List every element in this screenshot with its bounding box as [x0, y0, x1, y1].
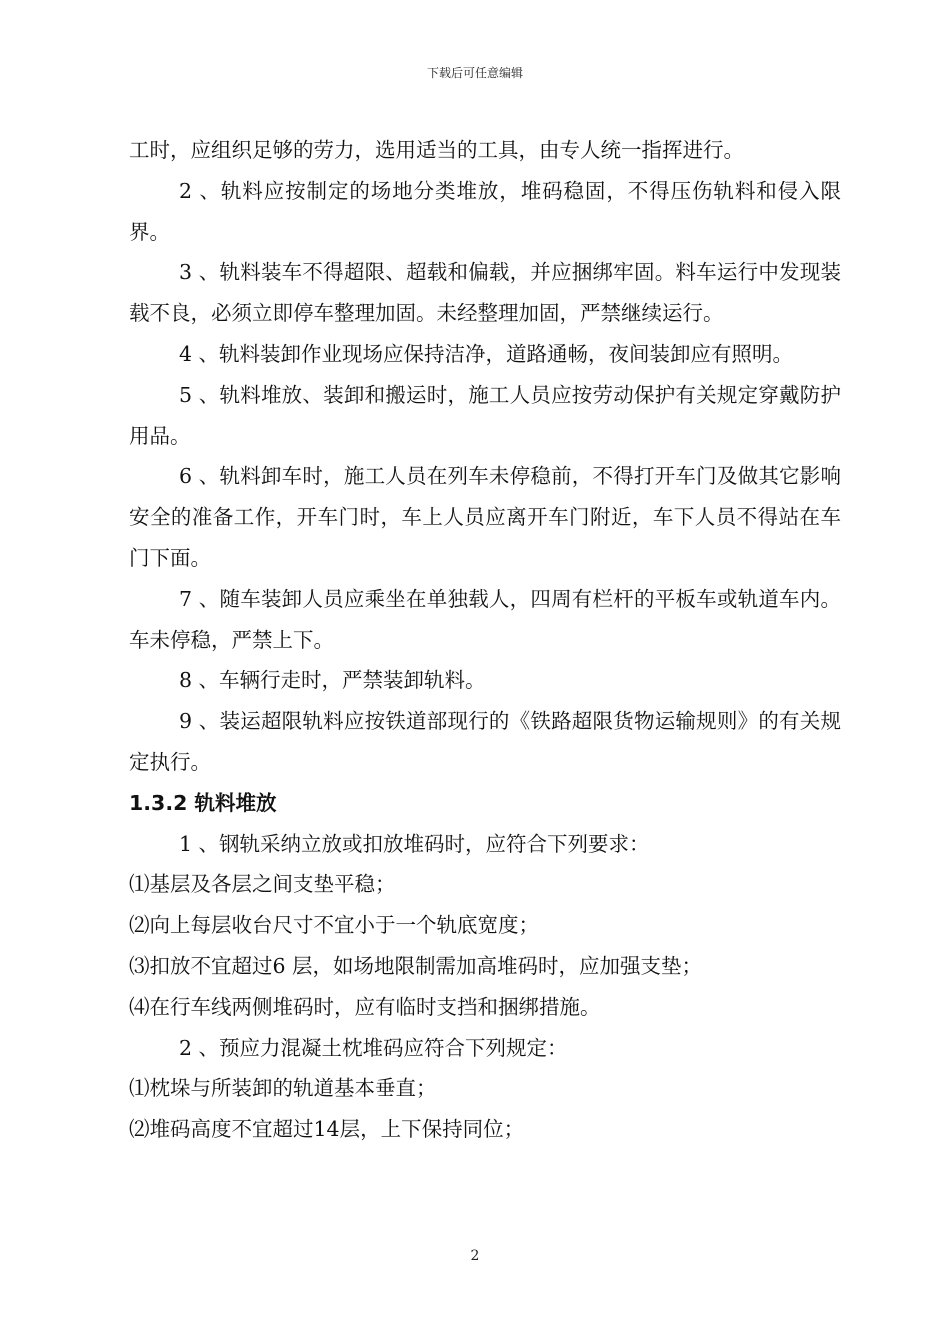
sub-item-1-1: ⑴基层及各层之间支垫平稳； — [129, 872, 396, 897]
paragraph-item-8: 8 、车辆行走时，严禁装卸轨料。 — [179, 668, 486, 693]
page-number: 2 — [470, 1248, 480, 1264]
section-item-2: 2 、预应力混凝土枕堆码应符合下列规定： — [179, 1035, 568, 1060]
paragraph-item-3: 3 、轨料装车不得超限、超载和偏载，并应捆绑牢固。料车运行中发现装载不良，必须立即停车整理加固。未经整理加固，严禁继续运行。 — [129, 260, 841, 326]
paragraph-continuation: 工时，应组织足够的劳力，选用适当的工具，由专人统一指挥进行。 — [129, 138, 744, 162]
paragraph-item-2: 2 、轨料应按制定的场地分类堆放，堆码稳固，不得压伤轨料和侵入限界。 — [129, 178, 841, 244]
page-header: 下载后可任意编辑 — [426, 66, 523, 80]
section-item-1: 1 、钢轨采纳立放或扣放堆码时，应符合下列要求： — [179, 831, 650, 856]
sub-item-1-3: ⑶扣放不宜超过6 层，如场地限制需加高堆码时，应加强支垫； — [129, 953, 703, 978]
paragraph-item-4: 4 、轨料装卸作业现场应保持洁净，道路通畅，夜间装卸应有照明。 — [179, 341, 794, 366]
sub-item-1-2: ⑵向上每层收台尺寸不宜小于一个轨底宽度； — [129, 913, 539, 938]
paragraph-item-9: 9 、装运超限轨料应按铁道部现行的《铁路超限货物运输规则》的有关规定执行。 — [129, 709, 841, 774]
document-body — [129, 130, 841, 1150]
sub-item-2-1: ⑴枕垛与所装卸的轨道基本垂直； — [129, 1076, 437, 1101]
paragraph-item-7: 7 、随车装卸人员应乘坐在单独载人，四周有栏杆的平板车或轨道车内。车未停稳，严禁上下。 — [129, 586, 841, 652]
paragraph-item-6: 6 、轨料卸车时，施工人员在列车未停稳前，不得打开车门及做其它影响安全的准备工作，开车门时，车上人员应离开车门附近，车下人员不得站在车门下面。 — [129, 464, 841, 570]
section-heading: 1.3.2 轨料堆放 — [129, 790, 277, 815]
paragraph-item-5: 5 、轨料堆放、装卸和搬运时，施工人员应按劳动保护有关规定穿戴防护用品。 — [129, 382, 841, 448]
sub-item-2-2: ⑵堆码高度不宜超过14层，上下保持同位； — [129, 1117, 525, 1142]
sub-item-1-4: ⑷在行车线两侧堆码时，应有临时支挡和捆绑措施。 — [129, 994, 601, 1019]
